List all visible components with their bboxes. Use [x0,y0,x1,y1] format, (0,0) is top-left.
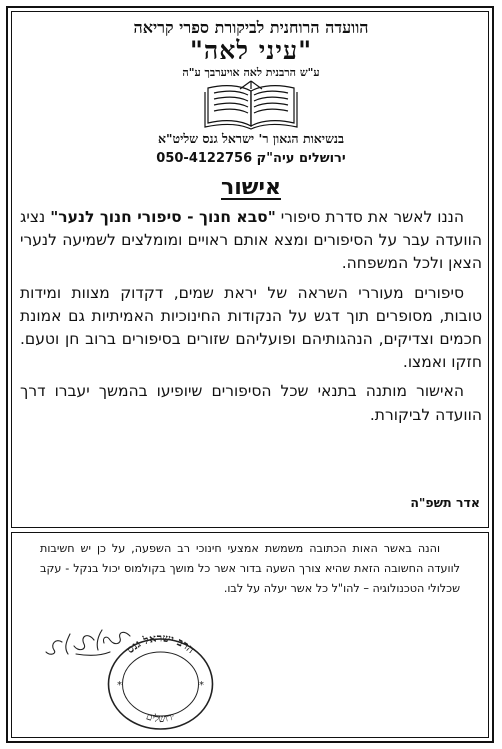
series-name: "סבא חנוך - סיפורי חנוך לנער" [50,208,276,226]
paragraph-1-end: נציג הוועדה עבר על הסיפורים ומצא אותם ראויים ומומלצים לשמיעה לנערי הצאן ולכל המשפחה. [20,208,482,273]
stamp-star-right: * [199,680,204,691]
stamp-bottom-text: ירושלים [144,711,177,726]
presidency-line: בנשיאות הגאון ר' ישראל גנס שליט"א [157,131,345,146]
rabbi-stamp [103,632,218,732]
document-date: אדר תשפ"ה [410,495,480,510]
stamp-top-text: הרב ישראל גנס [123,632,198,657]
committee-name: הוועדה הרוחנית לביקורת ספרי קריאה [133,18,369,37]
note-paragraph: והנה באשר האות הכתובה משמשת אמצעי חינוכי רב השפעה, על כן יש חשיבות לוועדה החשובה הזאת שהיא צורך השעה בדור אשר כל מושך בקולמוס יכול בנקל - עקב שכלולי הטכנולוגיה – להו"ל כל אשר יעלה על לבו. [40,542,460,595]
approval-body [20,206,482,433]
stamp-star-left: * [117,680,122,691]
approval-title [0,175,502,200]
open-book-icon [200,79,302,131]
svg-text:ירושלים [145,711,177,725]
committee-note [40,539,460,599]
memorial-line: ע"ש הרבנית לאה אויערבך ע"ה [182,66,320,79]
approval-title-text: אישור [221,175,281,200]
committee-title: "עיני לאה" [189,36,313,65]
paragraph-1-start: הננו לאשר את סדרת סיפורי [275,208,464,226]
approval-paragraph-2: סיפורים מעוררי השראה של יראת שמים, דקדוק מצוות ומידות טובות, מסופרים תוך דגש על הנקודות החינוכיות האמיתיות גם אמונת חכמים וצדיקים, הנהגותיהם ופועליהם שזורים בסיפורים ברוב חן וטעם. חזקו ואמצו. [20,283,482,372]
city-phone-line: ירושלים עיה"ק 050-4122756 [156,151,346,166]
approval-paragraph-3: האישור מותנה בתנאי שכל הסיפורים שיופיעו בהמשך יעברו דרך הוועדה לביקורת. [20,382,482,424]
approval-paragraph-1 [20,206,482,276]
